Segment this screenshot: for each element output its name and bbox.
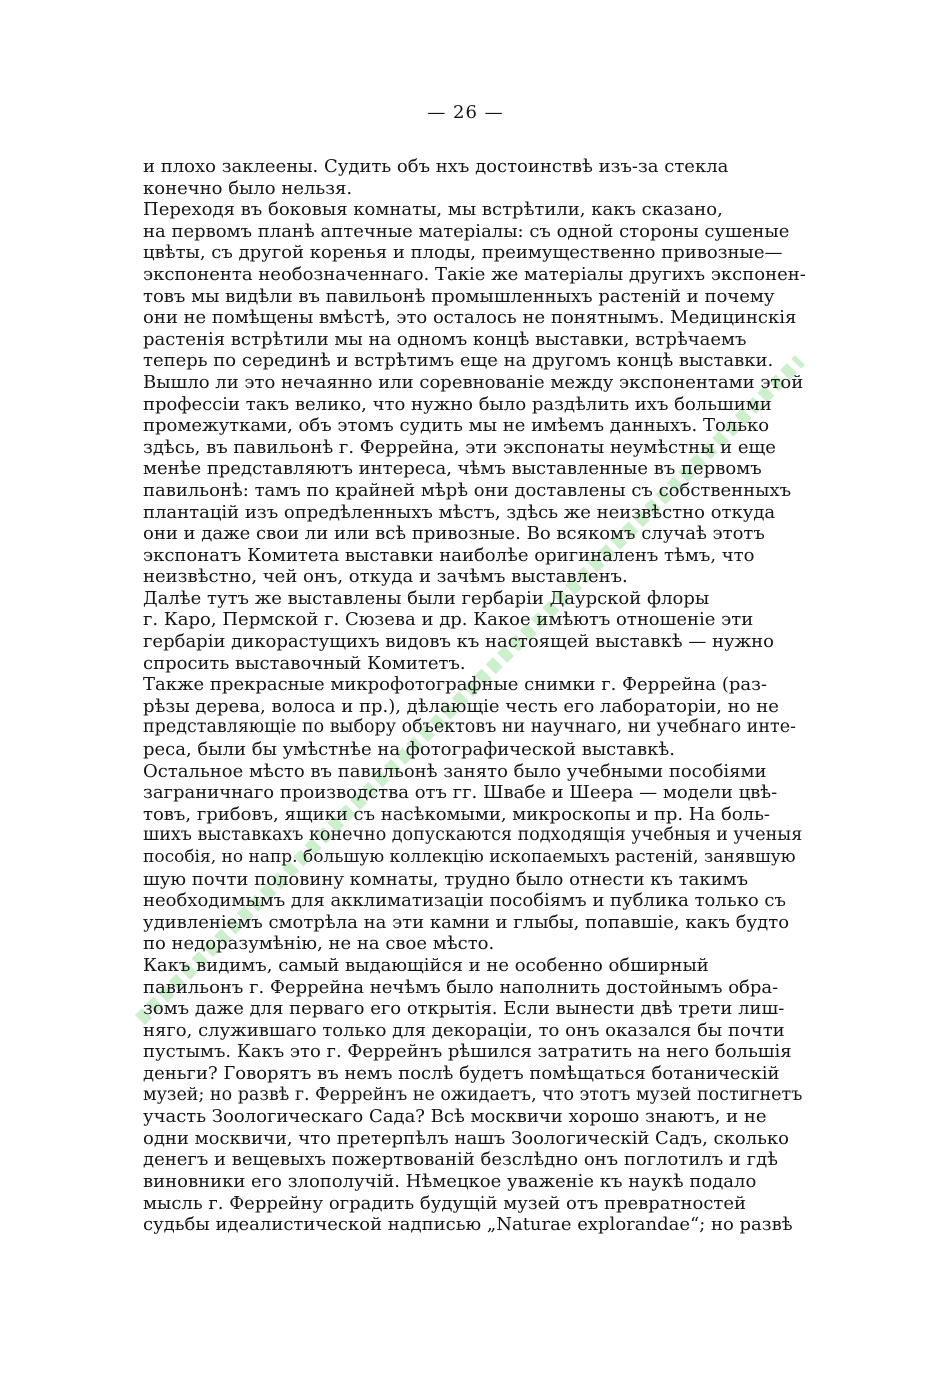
page-number: — 26 — [427,102,504,123]
text-line: неизвѣстно, чей онъ, откуда и зачѣмъ выставленъ. [143,566,628,588]
text-line: Остальное мѣсто въ павильонѣ занято было учебными пособіями [143,760,767,782]
text-line: товъ, грибовъ, ящики съ насѣкомыми, микроскопы и пр. На боль- [143,803,770,825]
text-line: на первомъ планѣ аптечные матеріалы: съ одной стороны сушеные [143,220,790,242]
text-line: Вышло ли это нечаянно или соревнованіе между экспонентами этой [143,371,804,393]
text-line: и плохо заклеены. Судить объ нхъ достоинствѣ изъ-за стекла [143,156,729,177]
text-line: Переходя въ боковыя комнаты, мы встрѣтили, какъ сказано, [143,199,723,221]
text-line: растенія встрѣтили мы на одномъ концѣ выставки, встрѣчаемъ [143,328,747,350]
text-line: товъ мы видѣли въ павильонѣ промышленныхъ растеній и почему [143,285,775,307]
text-line: спросить выставочный Комитетъ. [143,652,466,674]
text-line: менѣе представляютъ интереса, чѣмъ выставленные въ первомъ [143,458,762,480]
text-line: няго, служившаго только для декораціи, то онъ оказался бы почти [143,1019,785,1041]
text-line: шихъ выставкахъ конечно допускаются подходящія учебныя и ученыя [143,825,803,846]
text-line: промежутками, объ этомъ судить мы не имѣемъ данныхъ. Только [143,415,770,437]
text-line: Также прекрасные микрофотографные снимки г. Феррейна (раз- [143,674,768,696]
body-text [143,156,808,1236]
text-line: конечно было нельзя. [143,177,353,199]
text-line: теперь по серединѣ и встрѣтимъ еще на другомъ концѣ выставки. [143,350,774,372]
text-line: экспонента необозначеннаго. Такіе же матеріалы другихъ экспонен- [143,263,806,285]
text-line: павильонѣ: тамъ по крайней мѣрѣ они доставлены съ собственныхъ [143,479,792,501]
text-line: удивленіемъ смотрѣла на эти камни и глыбы, попавшіе, какъ будто [143,911,790,933]
text-line: по недоразумѣнію, не на свое мѣсто. [143,933,495,955]
text-line: пособія, но напр. большую коллекцію ископаемыхъ растеній, занявшую [143,847,796,867]
text-line: плантацій изъ опредѣленныхъ мѣстъ, здѣсь же неизвѣстно откуда [143,501,776,523]
text-line: мысль г. Феррейну оградить будущій музей отъ превратностей [143,1192,747,1214]
text-line: они и даже свои ли или всѣ привозные. Во всякомъ случаѣ этотъ [143,523,765,545]
text-line: деньги? Говорятъ въ немъ послѣ будетъ помѣщаться ботаническій [143,1062,780,1084]
text-line: необходимымъ для акклиматизаціи пособіямъ и публика только съ [143,890,786,912]
text-line: они не помѣщены вмѣстѣ, это осталось не понятнымъ. Медицинскія [143,307,797,329]
text-line: денегъ и вещевыхъ пожертвованій безслѣдно онъ поглотилъ и гдѣ [143,1149,779,1171]
text-line: профессіи такъ велико, что нужно было раздѣлить ихъ большими [143,393,772,415]
text-line: музей; но развѣ г. Феррейнъ не ожидаетъ, что этотъ музей постигнетъ [143,1084,803,1105]
text-line: рѣзы дерева, волоса и пр.), дѣлающіе честь его лабораторіи, но не [143,695,779,717]
text-line: гербаріи дикорастущихъ видовъ къ настоящей выставкѣ — нужно [143,631,775,653]
text-line: одни москвичи, что претерпѣлъ нашъ Зоологическій Садъ, сколько [143,1127,790,1149]
text-line: виновники его злополучій. Нѣмецкое уваженіе къ наукѣ подало [143,1170,757,1192]
text-line: представляющіе по выбору объектовъ ни научнаго, ни учебнаго инте- [143,717,796,738]
text-line: павильонъ г. Феррейна нечѣмъ было наполнить достойнымъ обра- [143,976,779,998]
text-line: Какъ видимъ, самый выдающійся и не особенно обширный [143,954,709,976]
text-line: здѣсь, въ павильонѣ г. Феррейна, эти экспонаты неумѣстны и еще [143,436,776,458]
text-line: шую почти половину комнаты, трудно было отнести къ такимъ [143,868,749,890]
text-line: экспонатъ Комитета выставки наиболѣе оригиналенъ тѣмъ, что [143,544,755,566]
text-line: участь Зоологическаго Сада? Всѣ москвичи хорошо знаютъ, и не [143,1106,767,1128]
text-line: Далѣе тутъ же выставлены были гербаріи Даурской флоры [143,587,710,609]
text-line: судьбы идеалистической надписью „Naturae explorandae“; но развѣ [143,1214,793,1236]
text-line: пустымъ. Какъ это г. Феррейнъ рѣшился затратить на него большія [143,1041,792,1063]
text-line: заграничнаго производства отъ гг. Швабе и Шеера — модели цвѣ- [143,782,778,804]
text-line: реса, были бы умѣстнѣе на фотографической выставкѣ. [143,739,675,761]
text-line: зомъ даже для перваго его открытія. Если вынести двѣ трети лиш- [143,998,785,1020]
text-line: цвѣты, съ другой коренья и плоды, преимущественно привозные— [143,242,783,264]
text-line: г. Каро, Пермской г. Сюзева и др. Какое имѣютъ отношеніе эти [143,609,754,631]
